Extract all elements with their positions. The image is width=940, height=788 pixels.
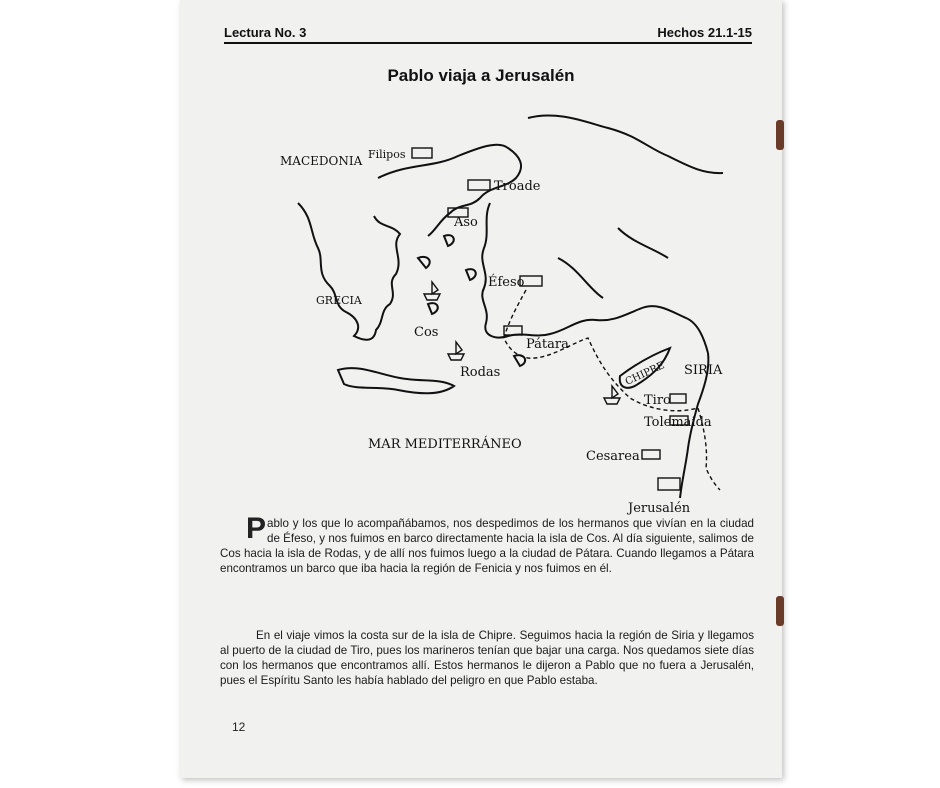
city-icon-jerusalen <box>658 478 680 490</box>
map-label-troade: Tróade <box>494 179 541 194</box>
ship-icon-3 <box>604 386 620 404</box>
map-greece <box>298 203 400 340</box>
map-label-tiro: Tiro <box>644 393 671 408</box>
map-coast-north <box>528 115 723 173</box>
paragraph-1-text: ablo y los que lo acompañábamos, nos despedimos de los hermanos que vivían en la ciudad de Éfeso, y nos fuimos en barco directamente hacia la isla de Cos. Al día siguiente, salimos de Cos hacia la isla de Rodas, y de allí nos fuimos luego a la ciudad de Pátara. Cuando llegamos a Pátara encontramos un barco que iba hacia la región de Fenicia y nos fuimos en él. <box>220 517 754 575</box>
map-label-rodas: Rodas <box>460 365 501 380</box>
book-page <box>180 0 782 778</box>
city-icon-filipos <box>412 148 432 158</box>
city-icon-tiro <box>670 394 686 403</box>
binding-staple-bottom <box>776 596 784 626</box>
drop-cap: P <box>246 512 267 545</box>
map-label-filipos: Filipos <box>368 148 406 161</box>
ship-icon-2 <box>448 342 464 360</box>
map-label-aso: Aso <box>454 215 478 230</box>
map-label-macedonia: MACEDONIA <box>280 154 363 168</box>
paragraph-2: En el viaje vimos la costa sur de la isla de Chipre. Seguimos hacia la región de Siria y llegamos al puerto de la ciudad de Tiro, pues los marineros tenían que bajar una carga. Nos quedamos siete días con los hermanos que encontramos allí. Estos hermanos le dijeron a Pablo que no fuera a Jerusalén, pues el Espíritu Santo les había hablado del peligro en que Pablo estaba. <box>220 629 754 687</box>
lesson-number: Lectura No. 3 <box>224 25 307 40</box>
ship-icon-1 <box>424 282 440 300</box>
map-label-cos: Cos <box>414 325 439 340</box>
city-icon-troade <box>468 180 490 190</box>
map-label-mar-mediterraneo: MAR MEDITERRÁNEO <box>368 437 522 452</box>
city-icon-cesarea <box>642 450 660 459</box>
map-label-chipre: CHIPRE <box>623 360 667 388</box>
paragraph-1 <box>220 512 754 576</box>
map-crete <box>338 368 454 393</box>
journey-map <box>258 108 738 518</box>
binding-staple-top <box>776 120 784 150</box>
map-label-cesarea: Cesarea <box>586 449 640 464</box>
map-label-grecia: GRECIA <box>316 294 362 307</box>
map-label-jerusalen: Jerusalén <box>628 501 691 516</box>
page-title: Pablo viaja a Jerusalén <box>387 66 575 85</box>
page-number: 12 <box>232 720 246 734</box>
map-label-siria: SIRIA <box>684 363 723 378</box>
map-label-patara: Pátara <box>526 337 569 352</box>
map-label-tolemaida: Tolemaida <box>644 415 712 430</box>
bible-reference: Hechos 21.1-15 <box>657 25 752 40</box>
page-header <box>224 25 752 44</box>
map-label-efeso: Éfeso <box>488 275 525 290</box>
